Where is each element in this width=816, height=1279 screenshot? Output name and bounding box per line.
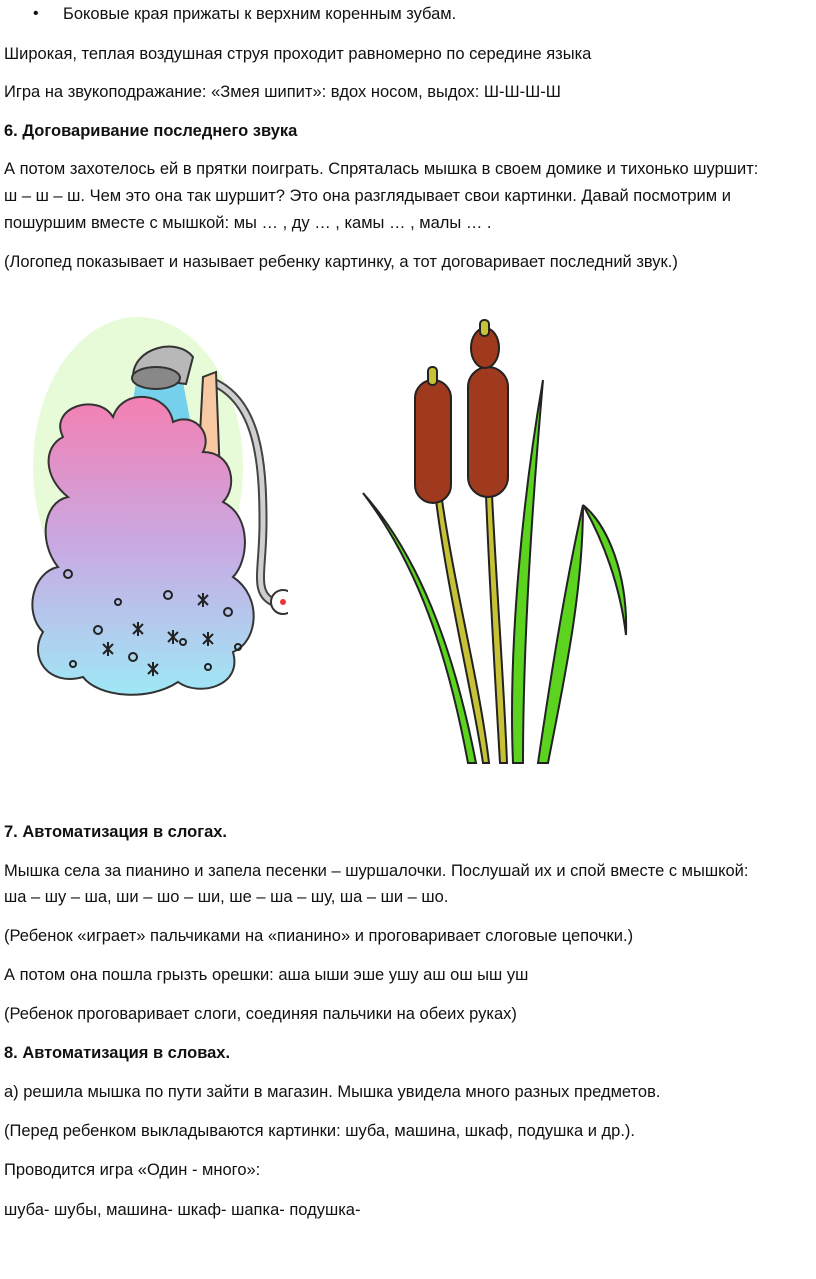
section-heading-6: 6. Договаривание последнего звука [4,122,298,140]
faucet-center [280,599,286,605]
section-heading-8: 8. Автоматизация в словах. [4,1044,231,1062]
shower-head-face [132,367,180,389]
reed-leaf-3 [538,505,583,763]
text-line-14: (Ребенок проговаривает слоги, соединяя пальчики на обеих руках) [4,1005,517,1023]
text-line-3: Игра на звукоподражание: «Змея шипит»: вдох носом, выдох: Ш-Ш-Ш-Ш [4,83,561,101]
cattail-head-1 [415,380,451,503]
text-line-6: ш – ш – ш. Чем это она так шуршит? Это она разглядывает свои картинки. Давай посмотрим и [4,187,731,205]
text-line-11: ша – шу – ша, ши – шо – ши, ше – ша – шу, ша – ши – шо. [4,888,449,906]
cattail-tip-1 [428,367,437,385]
reed-stem-2 [486,495,507,763]
text-line-5: А потом захотелось ей в прятки поиграть. Спряталась мышка в своем домике и тихонько шуршит: [4,160,759,178]
text-line-16: а) решила мышка по пути зайти в магазин. Мышка увидела много разных предметов. [4,1083,661,1101]
text-line-12: (Ребенок «играет» пальчиками на «пианино» и проговаривает слоговые цепочки.) [4,927,634,945]
text-line-7: пошуршим вместе с мышкой: мы … , ду … , камы … , малы … . [4,214,492,232]
text-line-1: Боковые края прижаты к верхним коренным зубам. [63,5,457,23]
reeds-illustration [358,315,638,770]
reed-leaf-4 [583,505,626,635]
text-line-13: А потом она пошла грызть орешки: аша ыши эше ушу аш ош ыш уш [4,966,529,984]
shower-illustration [28,312,288,697]
bullet-marker: • [33,5,39,22]
reed-leaf-2 [512,380,543,763]
cattail-head-2 [468,367,508,497]
text-line-19: шуба- шубы, машина- шкаф- шапка- подушка- [4,1201,361,1219]
text-line-8: (Логопед показывает и называет ребенку картинку, а тот договаривает последний звук.) [4,253,678,271]
text-line-17: (Перед ребенком выкладываются картинки: шуба, машина, шкаф, подушка и др.). [4,1122,635,1140]
section-heading-7: 7. Автоматизация в слогах. [4,823,228,841]
text-line-10: Мышка села за пианино и запела песенки – шуршалочки. Послушай их и спой вместе с мышкой: [4,862,749,880]
cattail-tip-2 [480,320,489,336]
text-line-18: Проводится игра «Один - много»: [4,1161,261,1179]
text-line-2: Широкая, теплая воздушная струя проходит равномерно по середине языка [4,45,592,63]
